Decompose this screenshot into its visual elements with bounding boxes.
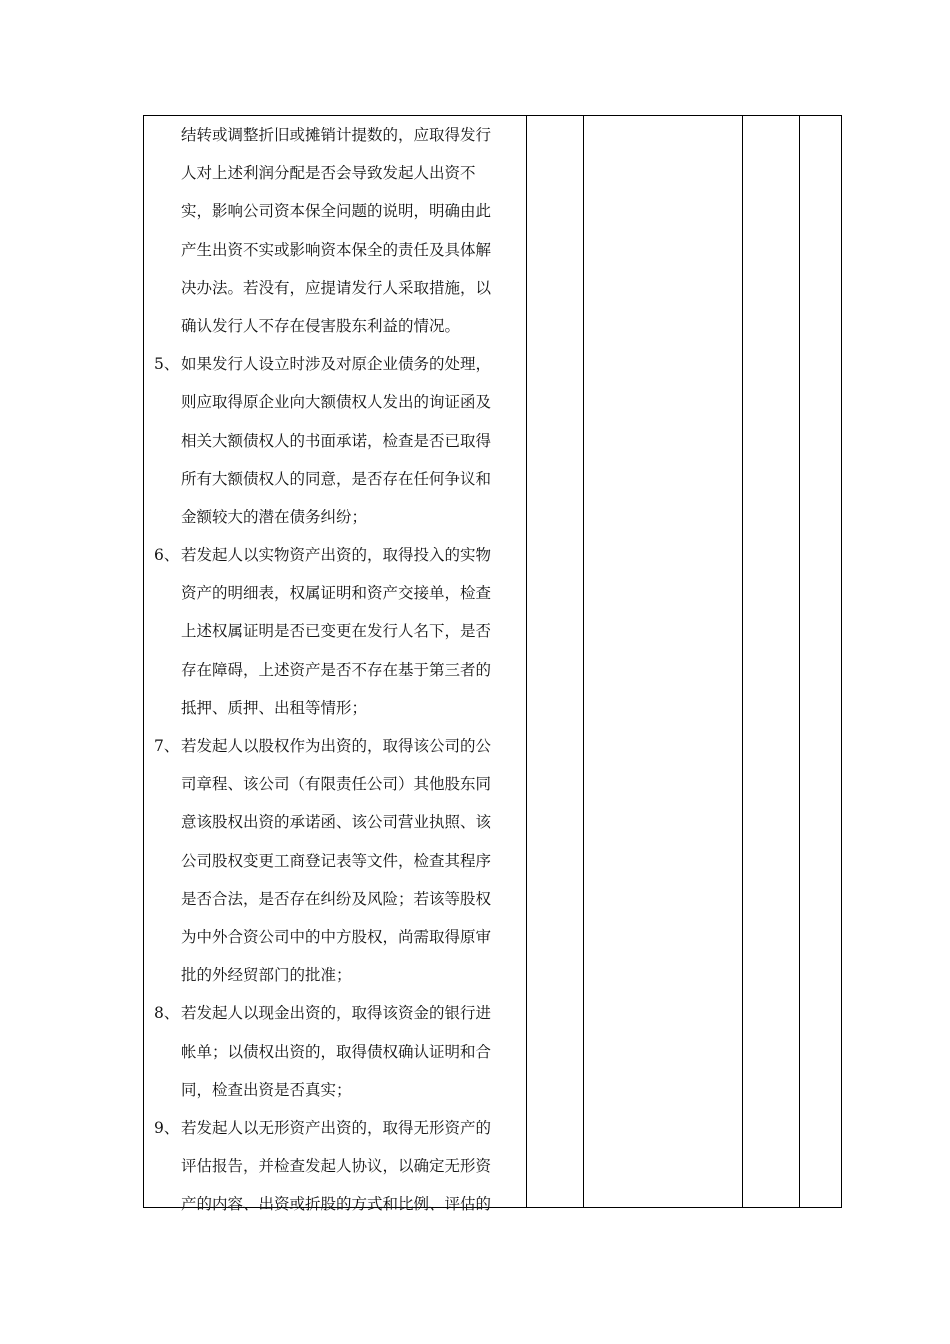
procedure-line: 实，影响公司资本保全问题的说明，明确由此 — [181, 202, 492, 221]
procedure-line — [152, 1109, 518, 1147]
procedure-item — [152, 116, 518, 345]
procedure-line: 同，检查出资是否真实； — [181, 1080, 352, 1099]
procedure-line: 金额较大的潜在债务纠纷； — [181, 507, 368, 526]
checklist-table — [143, 115, 842, 1214]
procedure-line: 抵押、质押、出租等情形； — [181, 698, 368, 717]
column-divider — [799, 116, 800, 1207]
procedure-line: 上述权属证明是否已变更在发行人名下，是否 — [181, 622, 492, 641]
procedure-line — [152, 994, 518, 1032]
procedure-line: 决办法。若没有，应提请发行人采取措施，以 — [181, 278, 492, 297]
procedure-line: 则应取得原企业向大额债权人发出的询证函及 — [181, 393, 492, 412]
procedure-line — [152, 345, 518, 383]
procedure-line: 产的内容、出资或折股的方式和比例、评估的 — [181, 1195, 492, 1214]
procedure-line: 是否合法，是否存在纠纷及风险；若该等股权 — [181, 889, 492, 908]
procedure-line: 所有大额债权人的同意，是否存在任何争议和 — [181, 469, 492, 488]
procedure-item — [152, 1109, 518, 1224]
procedure-line: 产生出资不实或影响资本保全的责任及具体解 — [181, 240, 492, 259]
procedure-line: 司章程、该公司（有限责任公司）其他股东同 — [181, 775, 492, 794]
procedure-line: 结转或调整折旧或摊销计提数的，应取得发行 — [181, 126, 492, 144]
item-number: 5、 — [154, 355, 180, 374]
item-number: 7、 — [154, 737, 180, 755]
item-number: 9、 — [154, 1118, 180, 1137]
procedure-line: 资产的明细表，权属证明和资产交接单，检查 — [181, 584, 492, 603]
procedure-item — [152, 345, 518, 536]
item-text: 若发起人以实物资产出资的，取得投入的实物 — [181, 546, 492, 565]
item-number: 6、 — [154, 546, 180, 565]
procedure-line: 意该股权出资的承诺函、该公司营业执照、该 — [181, 813, 492, 832]
column-divider — [583, 116, 584, 1207]
procedure-line: 评估报告，并检查发起人协议，以确定无形资 — [181, 1157, 492, 1176]
procedure-item — [152, 994, 518, 1109]
procedure-line: 公司股权变更工商登记表等文件，检查其程序 — [181, 851, 492, 870]
procedure-text-cell — [144, 116, 526, 1214]
procedure-line: 相关大额债权人的书面承诺，检查是否已取得 — [181, 431, 492, 450]
item-number: 8、 — [154, 1004, 180, 1023]
procedure-item — [152, 536, 518, 727]
column-divider — [742, 116, 743, 1207]
procedure-line: 确认发行人不存在侵害股东利益的情况。 — [181, 316, 461, 335]
procedure-line: 为中外合资公司中的中方股权，尚需取得原审 — [181, 927, 492, 946]
column-divider — [526, 116, 527, 1207]
procedure-item — [152, 727, 518, 994]
item-text: 如果发行人设立时涉及对原企业债务的处理， — [181, 355, 492, 374]
item-text: 若发起人以无形资产出资的，取得无形资产的 — [181, 1118, 492, 1137]
item-text: 若发起人以股权作为出资的，取得该公司的公 — [181, 737, 492, 755]
procedure-line: 人对上述利润分配是否会导致发起人出资不 — [181, 164, 476, 183]
procedure-line: 存在障碍，上述资产是否不存在基于第三者的 — [181, 660, 492, 679]
procedure-line: 批的外经贸部门的批准； — [181, 966, 352, 985]
procedure-line — [152, 536, 518, 574]
procedure-line — [152, 727, 518, 765]
item-text: 若发起人以现金出资的，取得该资金的银行进 — [181, 1004, 492, 1023]
procedure-line: 帐单；以债权出资的，取得债权确认证明和合 — [181, 1042, 492, 1061]
